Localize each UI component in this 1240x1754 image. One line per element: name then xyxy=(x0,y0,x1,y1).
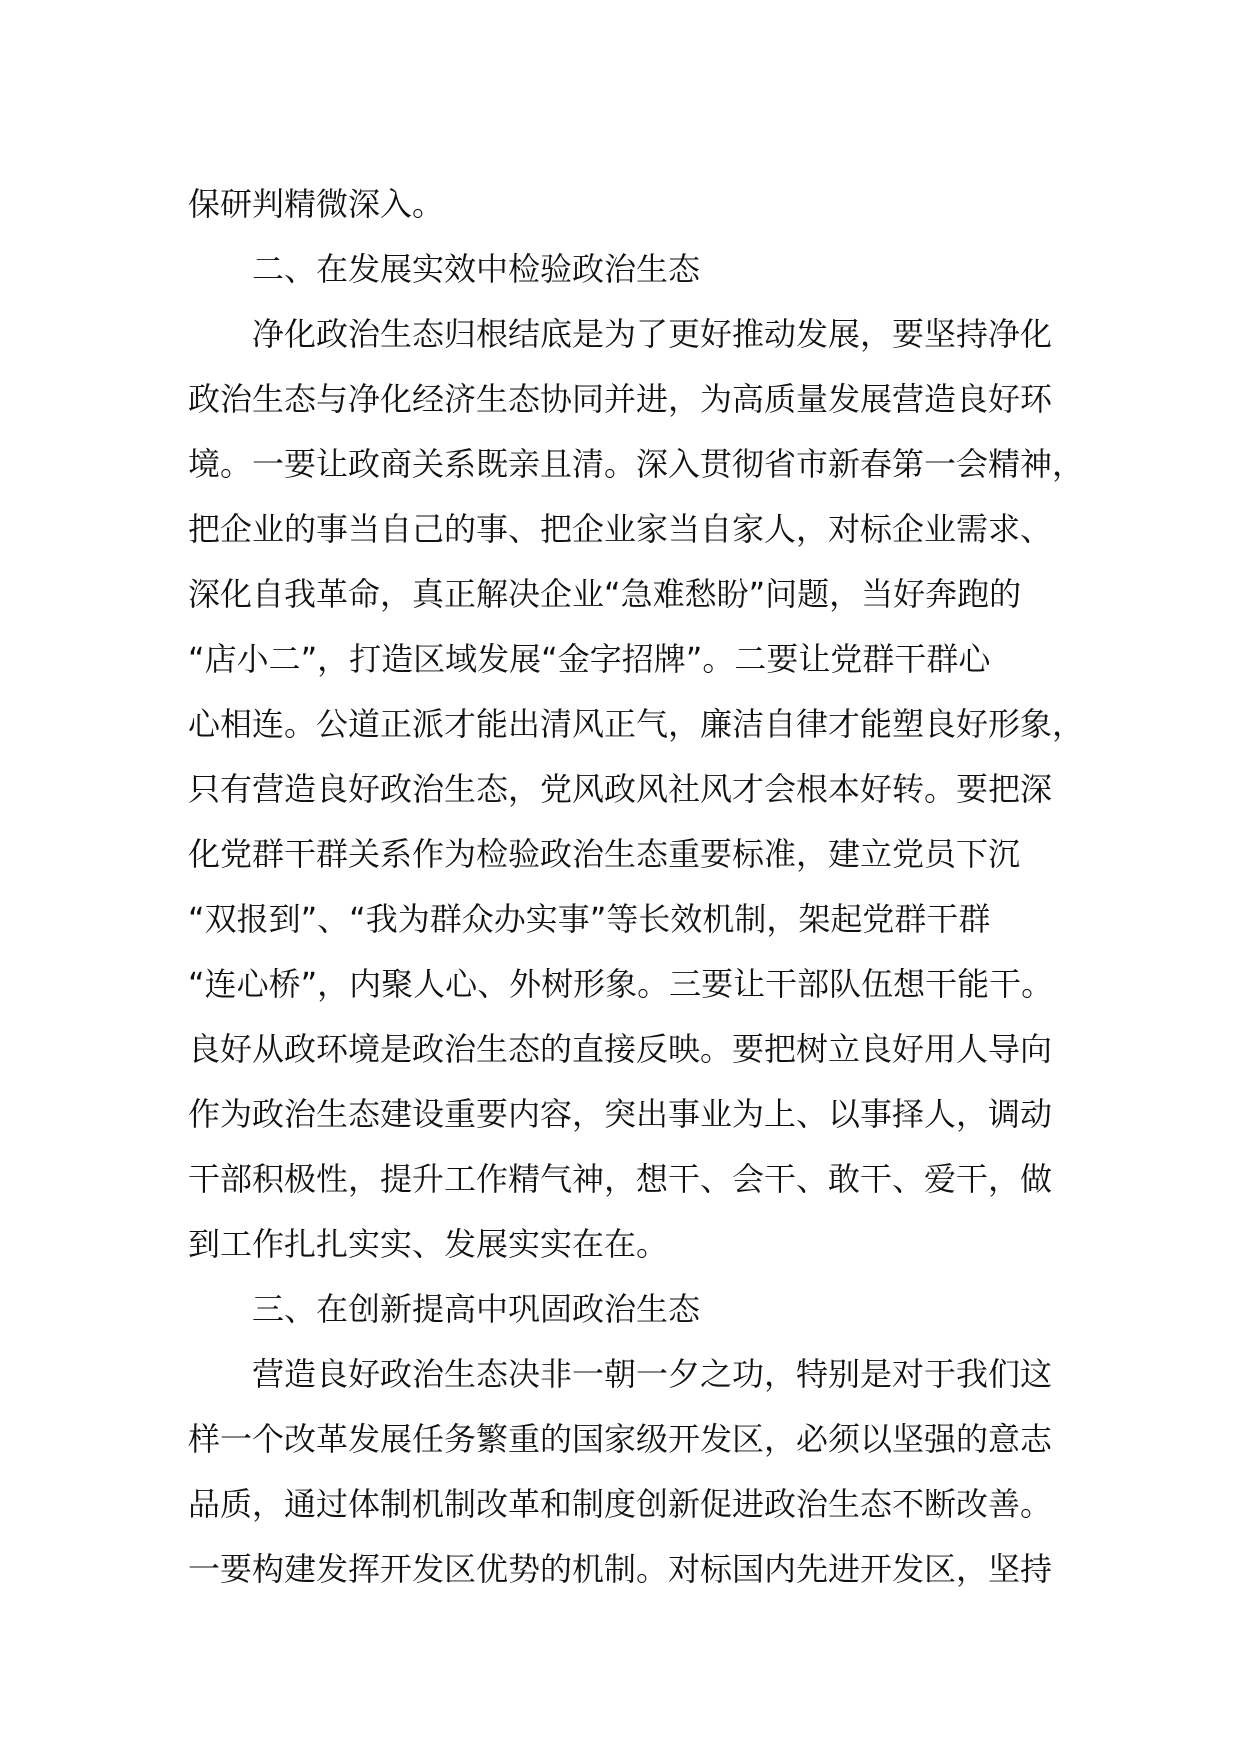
section-heading-3: 三、在创新提高中巩固政治生态 xyxy=(252,1290,701,1328)
paragraph-line: 干部积极性，提升工作精气神，想干、会干、敢干、爱干，做 xyxy=(188,1160,1053,1198)
paragraph-line: 营造良好政治生态决非一朝一夕之功，特别是对于我们这 xyxy=(252,1355,1053,1393)
paragraph-line: 保研判精微深入。 xyxy=(188,185,445,223)
paragraph-line: 化党群干群关系作为检验政治生态重要标准，建立党员下沉 xyxy=(188,835,1021,873)
paragraph-line: 深化自我革命，真正解决企业“急难愁盼”问题，当好奔跑的 xyxy=(188,575,1022,613)
paragraph-line: “双报到”、“我为群众办实事”等长效机制，架起党群干群 xyxy=(188,900,991,938)
paragraph-line: 政治生态与净化经济生态协同并进，为高质量发展营造良好环 xyxy=(188,380,1053,418)
paragraph-line: 到工作扎扎实实、发展实实在在。 xyxy=(188,1225,669,1263)
paragraph-line: 把企业的事当自己的事、把企业家当自家人，对标企业需求、 xyxy=(188,510,1053,548)
paragraph-line: 良好从政环境是政治生态的直接反映。要把树立良好用人导向 xyxy=(188,1030,1053,1068)
paragraph-line: “店小二”，打造区域发展“金字招牌”。二要让党群干群心 xyxy=(188,640,991,678)
paragraph-line: 境。一要让政商关系既亲且清。深入贯彻省市新春第一会精神， xyxy=(188,445,1085,483)
paragraph-line: 作为政治生态建设重要内容，突出事业为上、以事择人，调动 xyxy=(188,1095,1053,1133)
paragraph-line: 心相连。公道正派才能出清风正气，廉洁自律才能塑良好形象， xyxy=(188,705,1085,743)
paragraph-line: 净化政治生态归根结底是为了更好推动发展，要坚持净化 xyxy=(252,315,1053,353)
paragraph-line: 样一个改革发展任务繁重的国家级开发区，必须以坚强的意志 xyxy=(188,1420,1053,1458)
paragraph-line: “连心桥”，内聚人心、外树形象。三要让干部队伍想干能干。 xyxy=(188,965,1054,1003)
section-heading-2: 二、在发展实效中检验政治生态 xyxy=(252,250,701,288)
paragraph-line: 只有营造良好政治生态，党风政风社风才会根本好转。要把深 xyxy=(188,770,1053,808)
paragraph-line: 品质，通过体制机制改革和制度创新促进政治生态不断改善。 xyxy=(188,1485,1053,1523)
document-body xyxy=(188,172,1088,1602)
paragraph-line: 一要构建发挥开发区优势的机制。对标国内先进开发区，坚持 xyxy=(188,1550,1053,1588)
